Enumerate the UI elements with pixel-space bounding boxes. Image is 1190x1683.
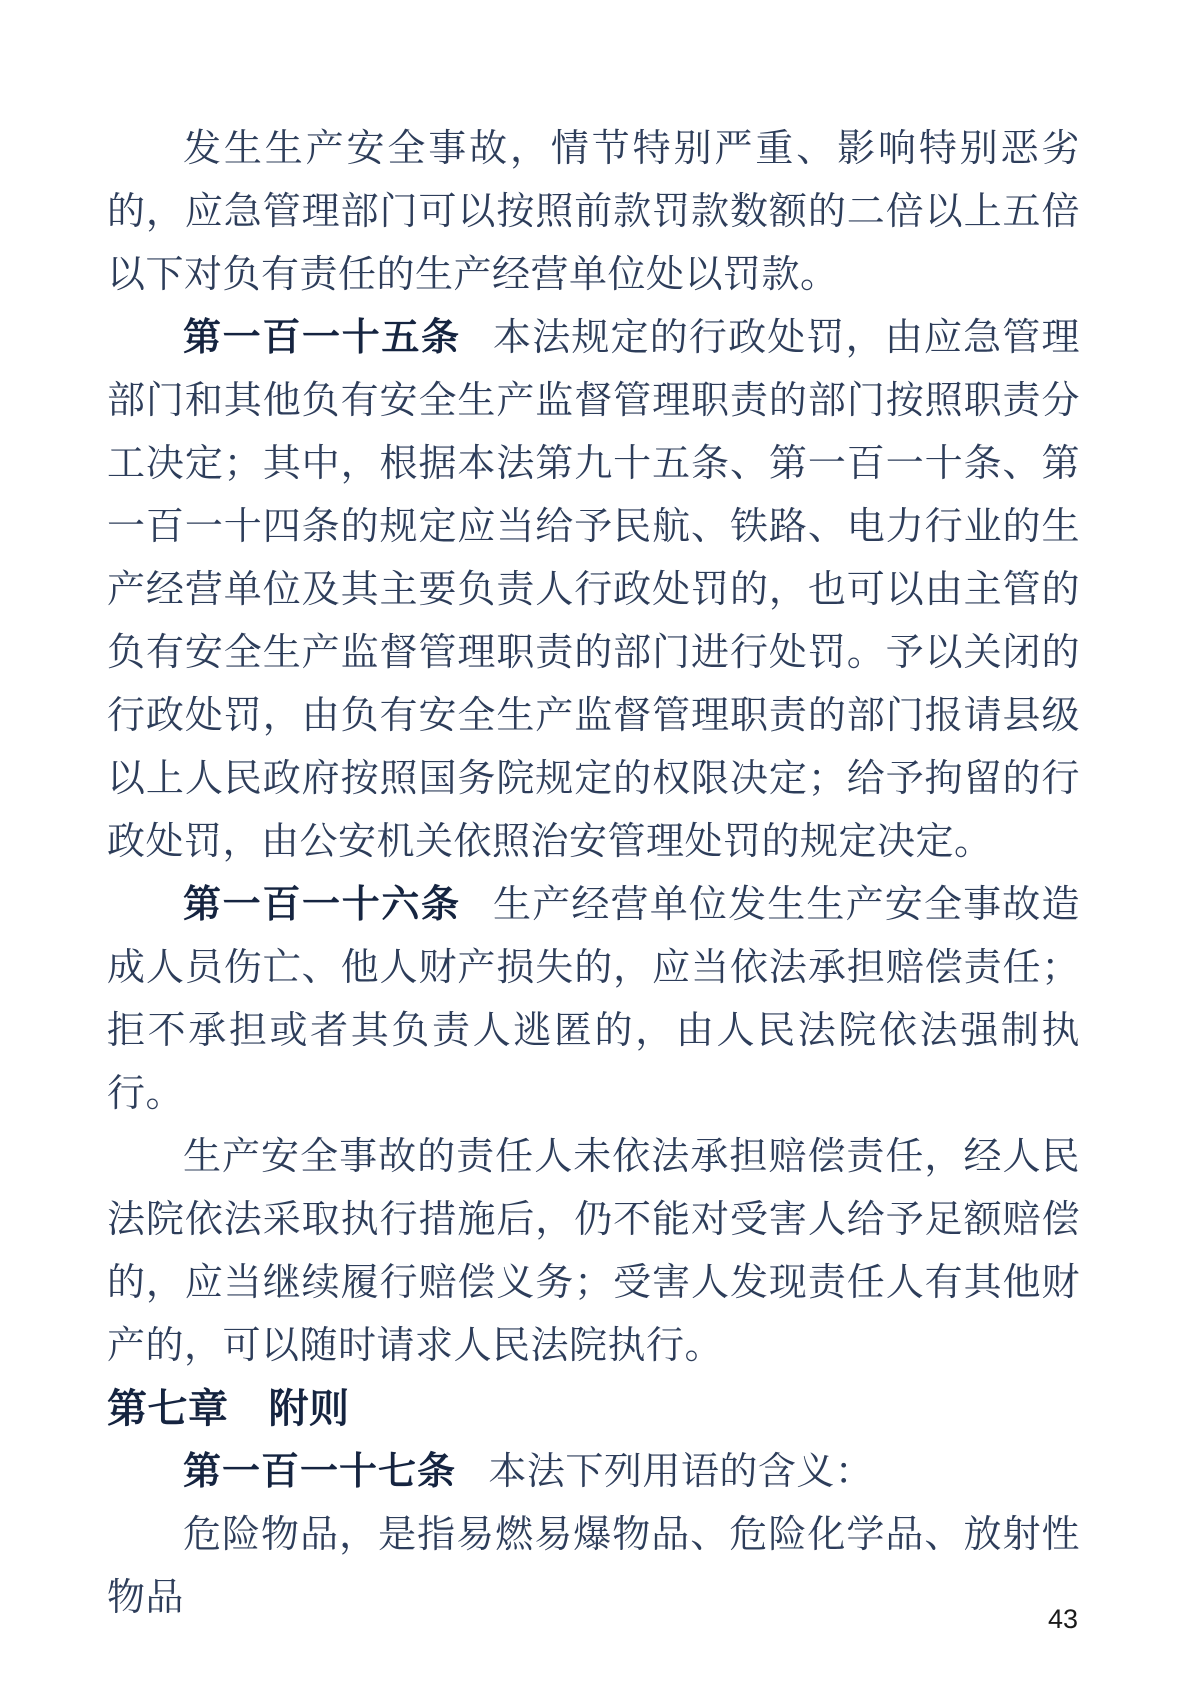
article-paragraph-116 [107,874,1080,1126]
article-text: 本法下列用语的含义： [488,1451,874,1493]
chapter-heading [107,1378,1080,1441]
document-body [107,118,1080,1630]
article-number: 第一百一十七条 [183,1451,457,1493]
article-number: 第一百一十五条 [183,317,461,359]
chapter-number: 第七章 [107,1387,229,1431]
paragraph: 危险物品，是指易燃易爆物品、危险化学品、放射性物品 [107,1514,1080,1619]
article-paragraph-117 [107,1441,1080,1504]
article-number: 第一百一十六条 [183,884,461,926]
paragraph: 生产安全事故的责任人未依法承担赔偿责任，经人民法院依法采取执行措施后，仍不能对受害人给予足额赔偿的，应当继续履行赔偿义务；受害人发现责任人有其他财产的，可以随时请求人民法院执行。 [107,1136,1080,1367]
chapter-title: 附则 [268,1387,350,1431]
paragraph: 发生生产安全事故，情节特别严重、影响特别恶劣的，应急管理部门可以按照前款罚款数额的二倍以上五倍以下对负有责任的生产经营单位处以罚款。 [107,128,1080,296]
article-paragraph-115 [107,307,1080,874]
article-text: 本法规定的行政处罚，由应急管理部门和其他负有安全生产监督管理职责的部门按照职责分工决定；其中，根据本法第九十五条、第一百一十条、第一百一十四条的规定应当给予民航、铁路、电力行业的生产经营单位及其主要负责人行政处罚的，也可以由主管的负有安全生产监督管理职责的部门进行处罚。予以关闭的行政处罚，由负有安全生产监督管理职责的部门报请县级以上人民政府按照国务院规定的权限决定；给予拘留的行政处罚，由公安机关依照治安管理处罚的规定决定。 [107,317,1080,863]
article-text: 生产经营单位发生生产安全事故造成人员伤亡、他人财产损失的，应当依法承担赔偿责任；拒不承担或者其负责人逃匿的，由人民法院依法强制执行。 [107,884,1080,1115]
page-number: 43 [1047,1604,1078,1634]
